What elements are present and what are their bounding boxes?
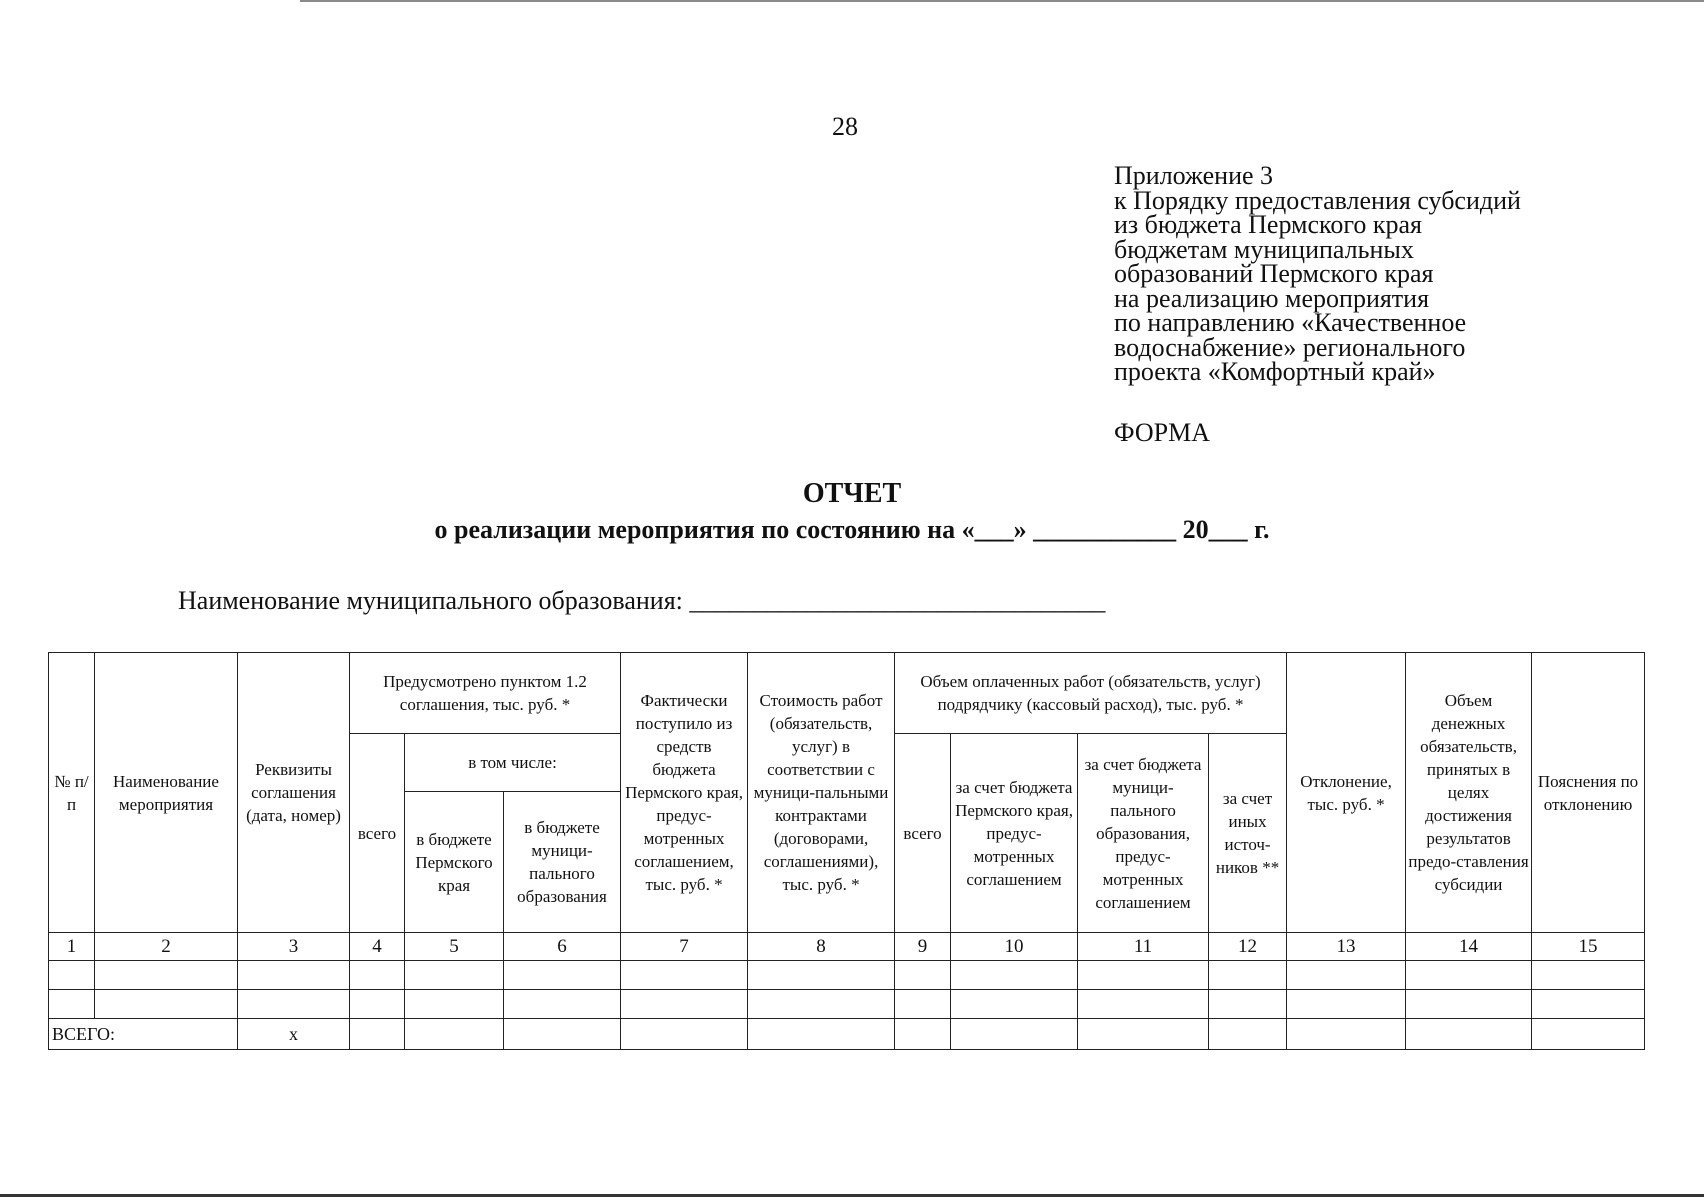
table-cell — [49, 961, 95, 990]
appendix-line: к Порядку предоставления субсидий — [1114, 185, 1521, 215]
table-cell — [951, 1019, 1078, 1050]
header-col-11: за счет бюджета муници-пального образования, предус-мотренных соглашением — [1078, 734, 1209, 933]
column-number: 9 — [895, 933, 951, 961]
table-cell — [350, 990, 405, 1019]
table-cell — [1287, 961, 1406, 990]
table-cell — [1209, 1019, 1287, 1050]
header-group-4-6: Предусмотрено пунктом 1.2 соглашения, тыс. руб. * — [350, 653, 621, 734]
table-cell — [504, 1019, 621, 1050]
table-cell — [1078, 961, 1209, 990]
municipality-line: Наименование муниципального образования: ________________________________ — [178, 586, 1106, 615]
column-number: 2 — [95, 933, 238, 961]
table-cell — [895, 990, 951, 1019]
table-cell — [1406, 1019, 1532, 1050]
column-number: 10 — [951, 933, 1078, 961]
table-cell — [405, 990, 504, 1019]
appendix-line: Приложение 3 — [1114, 161, 1274, 190]
header-col-7: Фактически поступило из средств бюджета Пермского края, предус-мотренных соглашением, тыс. руб. * — [621, 653, 748, 933]
table-cell — [748, 990, 895, 1019]
table-cell — [1287, 990, 1406, 1019]
table-row — [49, 990, 1645, 1019]
column-number: 7 — [621, 933, 748, 961]
table-row — [49, 961, 1645, 990]
table-cell — [504, 990, 621, 1019]
total-col-3: x — [238, 1019, 350, 1050]
header-col-14: Объем денежных обязательств, принятых в целях достижения результатов предо-ставления субсидии — [1406, 653, 1532, 933]
table-cell — [748, 961, 895, 990]
column-number: 5 — [405, 933, 504, 961]
column-number: 1 — [49, 933, 95, 961]
table-cell — [1078, 1019, 1209, 1050]
report-table — [48, 652, 1645, 1050]
column-number: 12 — [1209, 933, 1287, 961]
table-cell — [1532, 961, 1645, 990]
form-label: ФОРМА — [1114, 418, 1210, 447]
table-cell — [405, 961, 504, 990]
appendix-block — [1114, 161, 1521, 386]
table-cell — [748, 1019, 895, 1050]
table-cell — [895, 1019, 951, 1050]
report-title: ОТЧЕТ — [802, 478, 902, 509]
header-col-8: Стоимость работ (обязательств, услуг) в соответствии с муници-пальными контрактами (договорами, соглашениями), тыс. руб. * — [748, 653, 895, 933]
table-cell — [1209, 990, 1287, 1019]
table-cell — [951, 990, 1078, 1019]
header-subgroup-5-6: в том числе: — [405, 734, 621, 792]
table-cell — [238, 961, 350, 990]
table-cell — [621, 990, 748, 1019]
table-cell — [1532, 990, 1645, 1019]
header-row-1 — [49, 653, 1645, 734]
table-cell — [504, 961, 621, 990]
top-scan-edge — [300, 0, 1704, 2]
bottom-scan-edge — [0, 1194, 1704, 1197]
column-number: 11 — [1078, 933, 1209, 961]
table-cell — [95, 961, 238, 990]
appendix-line: бюджетам муниципальных — [1114, 234, 1414, 264]
header-col-3: Реквизиты соглашения (дата, номер) — [238, 653, 350, 933]
total-label: ВСЕГО: — [49, 1019, 238, 1050]
table-cell — [621, 1019, 748, 1050]
appendix-line: на реализацию мероприятия — [1114, 283, 1430, 313]
table-cell — [95, 990, 238, 1019]
column-number: 8 — [748, 933, 895, 961]
header-col-2: Наименование мероприятия — [95, 653, 238, 933]
table-cell — [1209, 961, 1287, 990]
header-col-10: за счет бюджета Пермского края, предус-мотренных соглашением — [951, 734, 1078, 933]
table-cell — [1406, 990, 1532, 1019]
table-cell — [1532, 1019, 1645, 1050]
table-cell — [1287, 1019, 1406, 1050]
table-cell — [621, 961, 748, 990]
header-col-6: в бюджете муници-пального образования — [504, 792, 621, 933]
header-col-1: № п/п — [49, 653, 95, 933]
appendix-line: образований Пермского края — [1114, 259, 1434, 288]
table-cell — [238, 990, 350, 1019]
header-group-9-12: Объем оплаченных работ (обязательств, услуг) подрядчику (кассовый расход), тыс. руб. * — [895, 653, 1287, 734]
header-col-13: Отклонение, тыс. руб. * — [1287, 653, 1406, 933]
table-cell — [895, 961, 951, 990]
total-row — [49, 1019, 1645, 1050]
table-cell — [1078, 990, 1209, 1019]
report-subtitle: о реализации мероприятия по состоянию на «___» ___________ 20___ г. — [434, 515, 1270, 544]
table-cell — [350, 1019, 405, 1050]
column-number: 15 — [1532, 933, 1645, 961]
appendix-line: водоснабжение» регионального — [1114, 332, 1466, 362]
header-col-12: за счет иных источ-ников ** — [1209, 734, 1287, 933]
column-number: 6 — [504, 933, 621, 961]
header-col-4: всего — [350, 734, 405, 933]
header-col-9: всего — [895, 734, 951, 933]
table-cell — [951, 961, 1078, 990]
appendix-line: по направлению «Качественное — [1114, 308, 1467, 337]
table-cell — [49, 990, 95, 1019]
column-number-row — [49, 933, 1645, 961]
column-number: 13 — [1287, 933, 1406, 961]
header-col-5: в бюджете Пермского края — [405, 792, 504, 933]
table-cell — [350, 961, 405, 990]
column-number: 3 — [238, 933, 350, 961]
report-table-wrap — [48, 652, 1644, 1050]
table-cell — [1406, 961, 1532, 990]
page-number: 28 — [832, 112, 858, 141]
header-col-15: Пояснения по отклонению — [1532, 653, 1645, 933]
table-cell — [405, 1019, 504, 1050]
column-number: 4 — [350, 933, 405, 961]
appendix-line: из бюджета Пермского края — [1114, 210, 1423, 239]
column-number: 14 — [1406, 933, 1532, 961]
appendix-line: проекта «Комфортный край» — [1114, 357, 1436, 386]
